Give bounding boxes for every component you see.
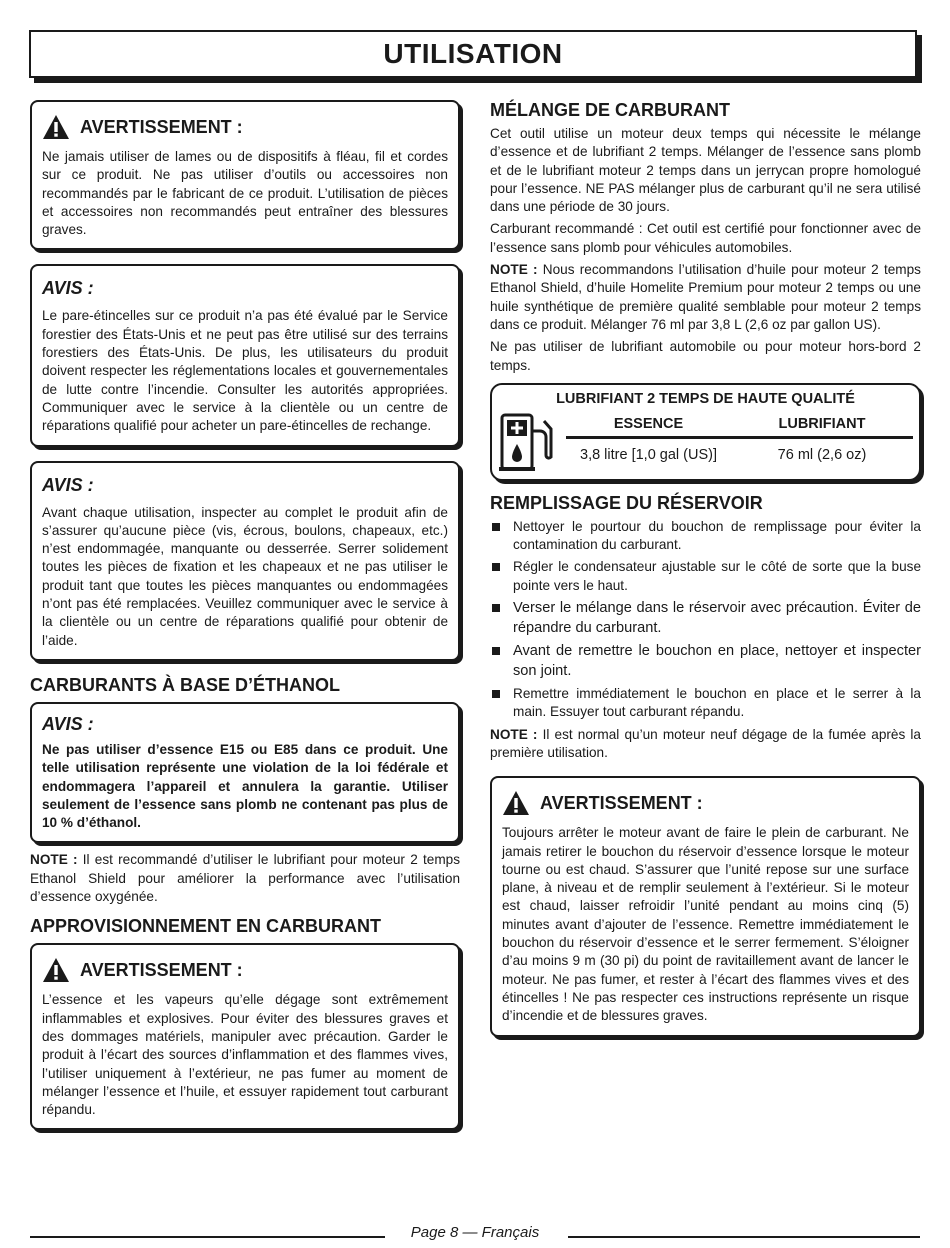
notice-header (42, 475, 448, 496)
list-item: Avant de remettre le bouchon en place, nettoyer et inspecter son joint. (490, 642, 921, 681)
notice-box-inspection (30, 461, 460, 661)
note-text: Nous recommandons l’utilisation d’huile pour moteur 2 temps Ethanol Shield, d’huile Homelite Premium pour moteur 2 temps ou une huile synthétique de première qualité semblable pour moteur 2 temps dans ce produit. Mélanger 76 ml par 3,8 L (2,6 oz par gallon US). (490, 262, 921, 332)
section-heading-ethanol: CARBURANTS À BASE D’ÉTHANOL (30, 674, 340, 695)
tank-filling-list (490, 518, 921, 722)
warning-header (42, 114, 448, 140)
section-heading-fuel-mix: MÉLANGE DE CARBURANT (490, 100, 730, 120)
page-footer (30, 1224, 920, 1244)
table-title: LUBRIFIANT 2 TEMPS DE HAUTE QUALITÉ (556, 390, 855, 407)
list-item: Remettre immédiatement le bouchon en place et le serrer à la main. Essuyer tout carburant répandu. (490, 685, 921, 722)
table-row (566, 439, 913, 467)
table-grid (566, 416, 913, 467)
table-header-row (566, 416, 913, 439)
fuel-pump-icon (498, 411, 556, 473)
warning-triangle-icon (42, 114, 70, 140)
recommended-fuel-paragraph: Carburant recommandé : Cet outil est certifié pour fonctionner avec de l’essence sans plomb pour véhicules automobiles. (490, 221, 921, 255)
column-header-lubricant: LUBRIFIANT (778, 416, 866, 433)
fuel-mix-paragraph: Cet outil utilise un moteur deux temps qui nécessite le mélange d’essence et de lubrifiant 2 temps. Mélanger de l’essence sans plomb et de le lubrifiant moteur 2 temps dans un jerrycan propre homologué pour l’essence. NE PAS mélanger plus de carburant qu’il ne sera utilisé dans une période de 30 jours. (490, 126, 921, 215)
warning-box-refueling (490, 776, 921, 1036)
right-column (490, 100, 921, 1051)
notice-heading: AVIS : (42, 278, 94, 299)
page-title: UTILISATION (383, 38, 563, 69)
page-number: Page 8 — Français (407, 1224, 543, 1241)
notice-heading: AVIS : (42, 713, 94, 734)
page-title-banner (29, 30, 917, 78)
warning-triangle-icon (42, 957, 70, 983)
note-text: Il est recommandé d’utiliser le lubrifiant pour moteur 2 temps Ethanol Shield pour améliorer la performance avec l’utilisation d’essence oxygénée. (30, 852, 460, 905)
left-column (30, 100, 460, 1144)
warning-heading: AVERTISSEMENT : (80, 116, 243, 137)
warning-triangle-icon (502, 790, 530, 816)
warning-box-blades (30, 100, 460, 250)
note-label: NOTE : (490, 262, 538, 278)
column-header-fuel: ESSENCE (613, 416, 684, 433)
note-label: NOTE : (490, 726, 538, 742)
warning-text: Ne jamais utiliser de lames ou de dispositifs à fléau, fil et cordes sur ce produit. Ne pas utiliser d’outils ou accessoires non recommandés par le fabricant de ce produit. L’utilisation de pièces et accessoires non recommandés peut entraîner des blessures graves. (42, 149, 448, 238)
notice-text: Avant chaque utilisation, inspecter au complet le produit afin de s’assurer qu’aucune pièce (vis, écrous, boulons, chapeaux, etc.) n’est endommagée, manquante ou desserrée. Serrer solidement toutes les pièces de fixation et les chapeaux et ne pas utiliser le produit tant que toutes les pièces manquantes ou endommagées n’ont pas été remplacées. Veuillez communiquer avec le service à la clientèle ou un centre de réparations qualifié pour obtenir de l’aide. (42, 504, 448, 648)
note-label: NOTE : (30, 852, 78, 868)
section-heading-fuel-supply: APPROVISIONNEMENT EN CARBURANT (30, 916, 382, 937)
mix-ratio-table (490, 383, 921, 481)
warning-text: L’essence et les vapeurs qu’elle dégage sont extrêmement inflammables et explosives. Pour éviter des blessures graves et des dommages matériels, manipuler avec précaution. Garder le produit à l’écart des sources d’inflammation et des flammes vives, l’utiliser uniquement à l’extérieur, ne pas fumer au moment de mélanger l’essence et l’huile, et essuyer rapidement tout carburant répandu. (42, 992, 448, 1118)
list-item: Verser le mélange dans le réservoir avec précaution. Éviter de répandre du carburant. (490, 599, 921, 638)
notice-heading: AVIS : (42, 474, 94, 495)
notice-header (42, 714, 448, 735)
table-cell-fuel: 3,8 litre [1,0 gal (US)] (580, 447, 717, 464)
warning-heading: AVERTISSEMENT : (80, 959, 243, 980)
lubricant-warning-paragraph: Ne pas utiliser de lubrifiant automobile ou pour moteur hors-bord 2 temps. (490, 339, 921, 373)
warning-heading: AVERTISSEMENT : (540, 792, 703, 813)
table-body (498, 411, 913, 473)
notice-header (42, 278, 448, 299)
warning-text: Toujours arrêter le moteur avant de faire le plein de carburant. Ne jamais retirer le bouchon du réservoir d’essence lorsque le moteur tourne ou est chaud. S’assurer que l’unité repose sur une surface plane, à niveau et de remplir seulement à l’extérieur. Si le moteur est chaud, laisser refroidir l’unité pendant au moins cinq (5) minutes avant d’ajouter de l’essence. Remettre immédiatement le bouchon du réservoir d’essence et le serrer fermement. S’éloigner d’au moins 9 m (30 pi) du point de ravitaillement avant de lancer le moteur. Ne pas fumer, et rester à l’écart des flammes vives et des étincelles ! Ne pas respecter ces instructions représente un risque d’incendie et de blessures graves. (502, 825, 909, 1024)
section-heading-tank-filling: REMPLISSAGE DU RÉSERVOIR (490, 492, 763, 513)
list-item: Régler le condensateur ajustable sur le côté de sorte que la buse pointe vers le haut. (490, 558, 921, 595)
ethanol-note (30, 851, 460, 906)
tank-filling-note (490, 726, 921, 763)
warning-box-fuel-supply (30, 943, 460, 1130)
warning-header (42, 957, 448, 983)
warning-header (502, 790, 909, 816)
notice-text: Le pare-étincelles sur ce produit n’a pas été évalué par le Service forestier des États-Unis et ne peut pas être utilisé sur des terrains forestiers des États-Unis. De plus, les utilisateurs du produit doivent respecter les réglementations locales et gouvernementales de lutte contre l’incendie. Consulter les autorités appropriées. Communiquer avec le service à la clientèle ou un centre de réparations qualifié pour acheter un pare-étincelles de rechange. (42, 308, 448, 434)
fuel-mix-note (490, 261, 921, 334)
table-cell-lubricant: 76 ml (2,6 oz) (777, 447, 867, 464)
notice-box-ethanol (30, 702, 460, 843)
note-text: Il est normal qu’un moteur neuf dégage de la fumée après la première utilisation. (490, 726, 921, 760)
notice-box-spark-arrester (30, 264, 460, 446)
list-item: Nettoyer le pourtour du bouchon de remplissage pour éviter la contamination du carburant. (490, 518, 921, 555)
notice-text: Ne pas utiliser d’essence E15 ou E85 dans ce produit. Une telle utilisation représente une violation de la loi fédérale et endommagera l’appareil et annulera la garantie. Utiliser seulement de l’essence sans plomb ne contenant pas plus de 10 % d’éthanol. (42, 741, 448, 831)
footer-text-wrap (30, 1224, 920, 1241)
